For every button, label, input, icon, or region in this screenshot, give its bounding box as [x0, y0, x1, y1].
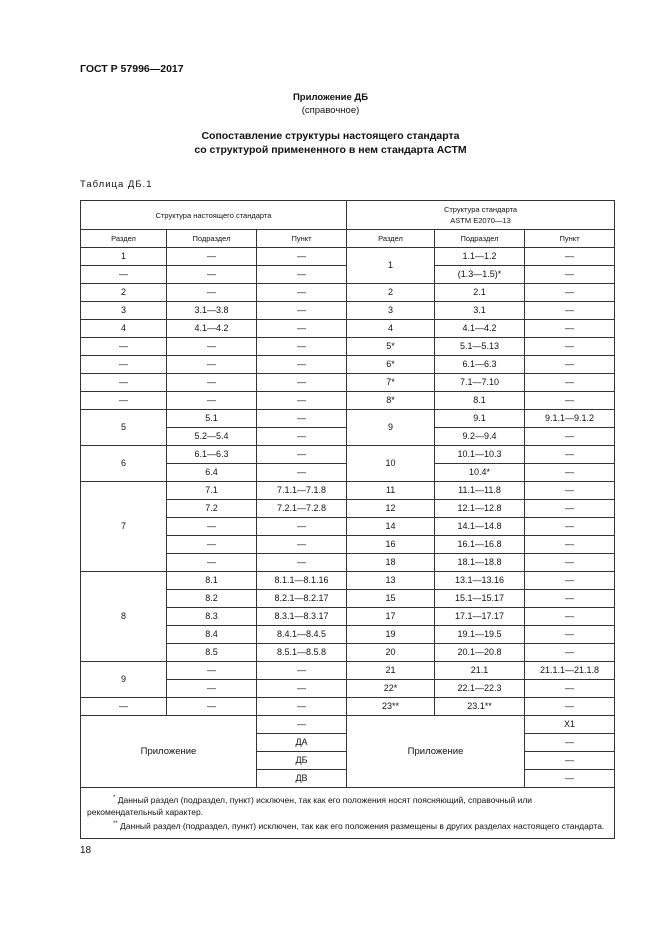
- column-header: Подраздел: [435, 230, 525, 248]
- table-cell: 20: [347, 644, 435, 662]
- table-cell: 21.1: [435, 662, 525, 680]
- table-cell: —: [525, 680, 615, 698]
- document-code: ГОСТ Р 57996—2017: [80, 63, 184, 75]
- table-row: [81, 446, 615, 464]
- table-row: [81, 662, 615, 680]
- table-cell: —: [167, 536, 257, 554]
- table-cell: —: [167, 518, 257, 536]
- table-cell: —: [525, 302, 615, 320]
- table-cell: —: [257, 374, 347, 392]
- table-cell: 4.1—4.2: [435, 320, 525, 338]
- table-cell: 3.1—3.8: [167, 302, 257, 320]
- table-cell: 3.1: [435, 302, 525, 320]
- table-cell: —: [525, 644, 615, 662]
- table-cell: —: [257, 680, 347, 698]
- table-cell: 22.1—22.3: [435, 680, 525, 698]
- table-cell: 5*: [347, 338, 435, 356]
- table-cell: —: [257, 536, 347, 554]
- table-row: [81, 572, 615, 590]
- footnote-2-mark: **: [113, 820, 118, 827]
- table-cell: 17.1—17.17: [435, 608, 525, 626]
- page-number: 18: [80, 845, 92, 856]
- table-cell: —: [257, 698, 347, 716]
- footnotes-row: [81, 788, 615, 839]
- table-cell: 2: [347, 284, 435, 302]
- table-cell: —: [257, 392, 347, 410]
- left-group-header: Структура настоящего стандарта: [81, 201, 347, 230]
- table-row: [81, 356, 615, 374]
- table-cell: —: [257, 662, 347, 680]
- table-cell: ДБ: [257, 752, 347, 770]
- table-cell: 7.2: [167, 500, 257, 518]
- table-cell: —: [81, 356, 167, 374]
- table-cell: 8: [81, 572, 167, 662]
- table-cell: —: [525, 446, 615, 464]
- table-cell: —: [167, 554, 257, 572]
- table-cell: 8.2: [167, 590, 257, 608]
- footnote-2: [87, 818, 608, 832]
- table-cell: 9: [347, 410, 435, 446]
- table-cell: 19: [347, 626, 435, 644]
- table-cell: 5: [81, 410, 167, 446]
- footnote-1-mark: *: [113, 795, 116, 801]
- table-cell: 4.1—4.2: [167, 320, 257, 338]
- table-cell: —: [525, 626, 615, 644]
- table-cell: 3: [81, 302, 167, 320]
- table-cell: Х1: [525, 716, 615, 734]
- column-header: Подраздел: [167, 230, 257, 248]
- table-cell: 17: [347, 608, 435, 626]
- table-cell: (1.3—1.5)*: [435, 266, 525, 284]
- table-cell: 20.1—20.8: [435, 644, 525, 662]
- table-cell: —: [525, 392, 615, 410]
- table-cell: —: [257, 554, 347, 572]
- table-cell: —: [81, 338, 167, 356]
- table-cell: 5.1—5.13: [435, 338, 525, 356]
- table-cell: 7*: [347, 374, 435, 392]
- table-cell: 15: [347, 590, 435, 608]
- table-cell: —: [525, 500, 615, 518]
- table-cell: 23.1**: [435, 698, 525, 716]
- table-cell: —: [167, 284, 257, 302]
- table-cell: 1: [347, 248, 435, 284]
- table-cell: 15.1—15.17: [435, 590, 525, 608]
- table-row: [81, 284, 615, 302]
- table-cell: —: [167, 338, 257, 356]
- footnote-1: [87, 792, 608, 818]
- table-row: [81, 482, 615, 500]
- table-cell: —: [525, 428, 615, 446]
- table-cell: —: [257, 464, 347, 482]
- table-cell: 8.4.1—8.4.5: [257, 626, 347, 644]
- table-cell: —: [257, 266, 347, 284]
- table-cell: 9.2—9.4: [435, 428, 525, 446]
- table-cell: —: [525, 752, 615, 770]
- table-row: [81, 698, 615, 716]
- table-cell: —: [525, 518, 615, 536]
- table-cell: 14: [347, 518, 435, 536]
- table-cell: 2.1: [435, 284, 525, 302]
- table-cell: —: [257, 338, 347, 356]
- table-cell: —: [81, 374, 167, 392]
- table-cell: 19.1—19.5: [435, 626, 525, 644]
- table-row: [81, 374, 615, 392]
- table-cell: —: [525, 356, 615, 374]
- table-cell: 5.2—5.4: [167, 428, 257, 446]
- table-cell: 8*: [347, 392, 435, 410]
- column-header: Раздел: [81, 230, 167, 248]
- right-group-header-line2: ASTM E2070—13: [450, 216, 511, 225]
- table-cell: —: [525, 590, 615, 608]
- table-cell: 1.1—1.2: [435, 248, 525, 266]
- table-cell: —: [257, 248, 347, 266]
- table-cell: —: [525, 374, 615, 392]
- table-cell: 6: [81, 446, 167, 482]
- table-cell: 13.1—13.16: [435, 572, 525, 590]
- table-cell: 8.5: [167, 644, 257, 662]
- table-cell: 13: [347, 572, 435, 590]
- table-cell: 8.1: [167, 572, 257, 590]
- table-cell: 7: [81, 482, 167, 572]
- right-group-header-line1: Структура стандарта: [443, 205, 518, 214]
- table-cell: —: [525, 770, 615, 788]
- table-cell: —: [257, 716, 347, 734]
- table-cell: —: [257, 284, 347, 302]
- table-cell: 12: [347, 500, 435, 518]
- column-header: Пункт: [257, 230, 347, 248]
- column-header: Пункт: [525, 230, 615, 248]
- table-cell: —: [257, 320, 347, 338]
- table-cell: —: [257, 302, 347, 320]
- table-cell: —: [525, 320, 615, 338]
- table-cell: —: [81, 698, 167, 716]
- table-cell: 7.1—7.10: [435, 374, 525, 392]
- table-cell: 8.3.1—8.3.17: [257, 608, 347, 626]
- table-cell: 6.1—6.3: [167, 446, 257, 464]
- table-cell: —: [257, 356, 347, 374]
- table-cell: 8.3: [167, 608, 257, 626]
- table-cell: 7.2.1—7.2.8: [257, 500, 347, 518]
- table-cell: 10.1—10.3: [435, 446, 525, 464]
- table-cell: —: [167, 662, 257, 680]
- table-cell: —: [525, 464, 615, 482]
- table-cell: 7.1: [167, 482, 257, 500]
- table-row: [81, 248, 615, 266]
- table-cell: 11.1—11.8: [435, 482, 525, 500]
- table-cell: 12.1—12.8: [435, 500, 525, 518]
- table-row: [81, 302, 615, 320]
- table-cell: —: [525, 266, 615, 284]
- table-cell: —: [167, 392, 257, 410]
- table-row: [81, 410, 615, 428]
- table-cell: —: [167, 248, 257, 266]
- table-cell: 18.1—18.8: [435, 554, 525, 572]
- table-cell: 8.4: [167, 626, 257, 644]
- table-cell: 21: [347, 662, 435, 680]
- column-header: Раздел: [347, 230, 435, 248]
- table-cell: —: [167, 356, 257, 374]
- table-cell: —: [525, 608, 615, 626]
- table-cell: —: [167, 680, 257, 698]
- table-cell: —: [525, 698, 615, 716]
- table-cell: —: [167, 698, 257, 716]
- heading-line-1: Сопоставление структуры настоящего стандарта: [201, 130, 460, 142]
- table-cell: —: [257, 446, 347, 464]
- appendix-label-left: Приложение: [81, 716, 257, 788]
- table-cell: 23**: [347, 698, 435, 716]
- table-cell: 9.1: [435, 410, 525, 428]
- table-cell: —: [167, 266, 257, 284]
- table-cell: 2: [81, 284, 167, 302]
- table-cell: —: [525, 338, 615, 356]
- table-caption: Таблица ДБ.1: [80, 179, 153, 190]
- heading-line-2: со структурой примененного в нем стандарта АСТМ: [194, 144, 467, 156]
- table-cell: 22*: [347, 680, 435, 698]
- table-cell: 6*: [347, 356, 435, 374]
- table-cell: —: [525, 284, 615, 302]
- appendix-subtitle: (справочное): [301, 105, 360, 116]
- table-cell: 3: [347, 302, 435, 320]
- right-group-header: [347, 201, 615, 230]
- table-cell: 10.4*: [435, 464, 525, 482]
- footnote-1-text: Данный раздел (подраздел, пункт) исключен, так как его положения носят поясняющий, справочный или рекомендательный характер.: [87, 794, 533, 817]
- table-cell: —: [525, 572, 615, 590]
- appendix-title: Приложение ДБ: [292, 92, 369, 103]
- table-cell: 9.1.1—9.1.2: [525, 410, 615, 428]
- table-cell: 9: [81, 662, 167, 698]
- appendix-label-right: Приложение: [347, 716, 525, 788]
- table-cell: ДВ: [257, 770, 347, 788]
- table-cell: 8.1: [435, 392, 525, 410]
- table-cell: —: [167, 374, 257, 392]
- table-cell: —: [525, 248, 615, 266]
- table-cell: —: [525, 536, 615, 554]
- table-cell: 7.1.1—7.1.8: [257, 482, 347, 500]
- footnote-2-text: Данный раздел (подраздел, пункт) исключен, так как его положения размещены в других разделах настоящего стандарта.: [120, 820, 605, 831]
- table-cell: 14.1—14.8: [435, 518, 525, 536]
- table-cell: —: [257, 518, 347, 536]
- comparison-table: [80, 200, 615, 839]
- table-cell: —: [525, 734, 615, 752]
- table-cell: 16.1—16.8: [435, 536, 525, 554]
- footnotes: [81, 788, 615, 839]
- table-cell: —: [525, 482, 615, 500]
- appendix-row: [81, 716, 615, 734]
- table-cell: 1: [81, 248, 167, 266]
- table-cell: 6.4: [167, 464, 257, 482]
- table-cell: —: [81, 392, 167, 410]
- table-cell: 10: [347, 446, 435, 482]
- table-cell: 18: [347, 554, 435, 572]
- table-cell: 21.1.1—21.1.8: [525, 662, 615, 680]
- table-row: [81, 320, 615, 338]
- table-row: [81, 392, 615, 410]
- table-cell: 4: [81, 320, 167, 338]
- table-row: [81, 338, 615, 356]
- table-cell: 11: [347, 482, 435, 500]
- table-cell: —: [257, 410, 347, 428]
- table-cell: 5.1: [167, 410, 257, 428]
- table-cell: 16: [347, 536, 435, 554]
- table-cell: 6.1—6.3: [435, 356, 525, 374]
- table-cell: 8.5.1—8.5.8: [257, 644, 347, 662]
- table-cell: —: [525, 554, 615, 572]
- table-cell: ДА: [257, 734, 347, 752]
- table-cell: 8.2.1—8.2.17: [257, 590, 347, 608]
- table-cell: —: [257, 428, 347, 446]
- table-cell: —: [81, 266, 167, 284]
- table-cell: 4: [347, 320, 435, 338]
- table-cell: 8.1.1—8.1.16: [257, 572, 347, 590]
